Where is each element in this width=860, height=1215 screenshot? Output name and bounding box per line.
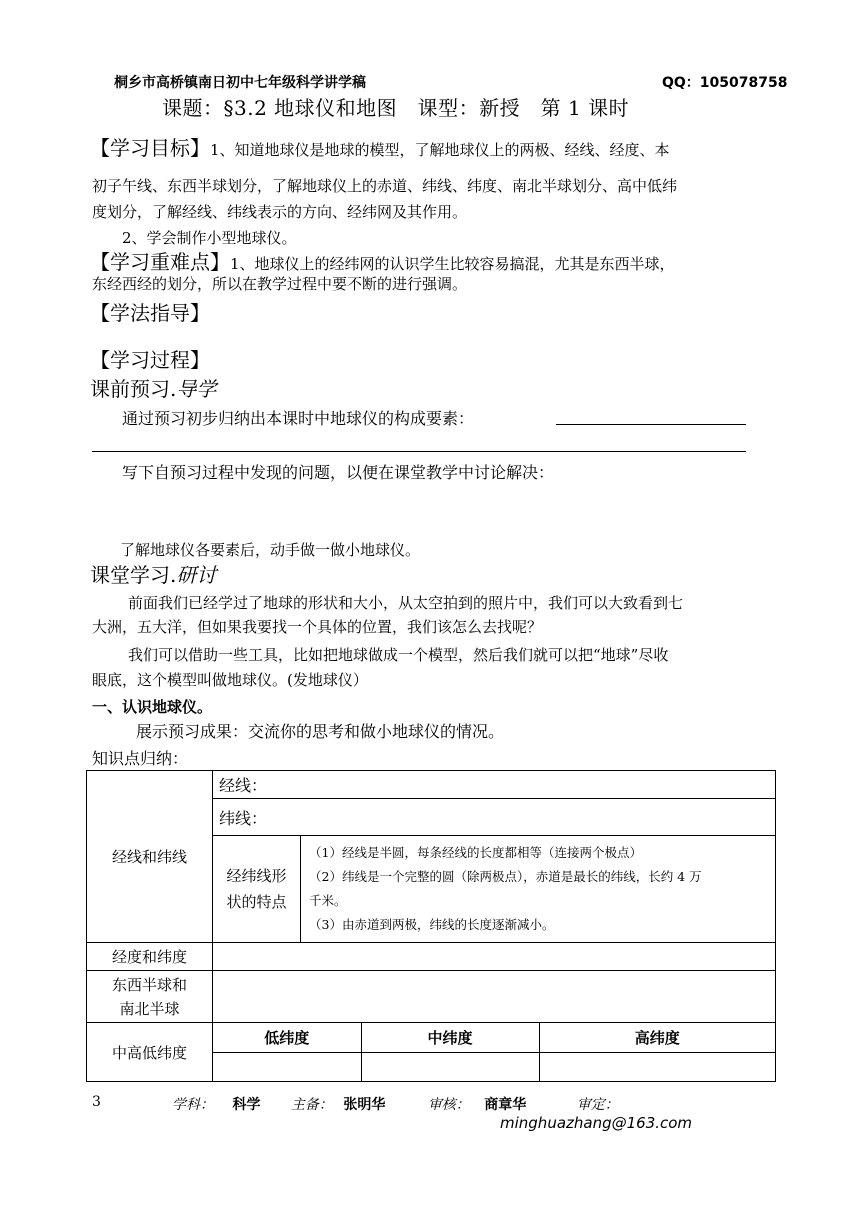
author-email[interactable]: minghuazhang@163.com: [500, 1114, 693, 1132]
cell-latitude-zones-label: 中高低纬度: [87, 1023, 213, 1082]
goals-item1-line-b: 初子午线、东西半球划分，了解地球仪上的赤道、纬线、纬度、南北半球划分、高中低纬: [92, 177, 678, 195]
shape-feature-2a: （2）纬线是一个完整的圆（除两极点），赤道是最长的纬线，长约 4 万: [309, 869, 702, 884]
cell-meridian[interactable]: 经线：: [213, 771, 776, 799]
cell-longitude-latitude-label: 经度和纬度: [87, 943, 213, 971]
cell-latitude-zones: [213, 1023, 776, 1082]
cell-hemispheres-label: 东西半球和 南北半球: [87, 971, 213, 1023]
preview-heading: [90, 373, 216, 402]
preview-line3: 了解地球仪各要素后，动手做一做小地球仪。: [120, 541, 421, 559]
cell-shape-label: 经纬线形 状的特点: [213, 836, 301, 943]
mid-latitude-cell[interactable]: [361, 1052, 539, 1081]
section-1-heading: 一、认识地球仪。: [92, 698, 213, 716]
goals-item2: 2、学会制作小型地球仪。: [122, 229, 297, 247]
shape-feature-1: （1）经线是半圆，每条经线的长度都相等（连接两个极点）: [309, 845, 642, 860]
show-results: 展示预习成果：交流你的思考和做小地球仪的情况。: [136, 722, 505, 741]
classroom-p1-a: 前面我们已经学过了地球的形状和大小，从太空拍到的照片中，我们可以大致看到七: [128, 594, 684, 612]
preview-blank-1[interactable]: [556, 424, 746, 425]
shape-feature-2b: 千米。: [309, 893, 347, 908]
preview-blank-2[interactable]: [92, 451, 746, 452]
cell-meridian-parallel-label: 经线和纬线: [87, 771, 213, 943]
knowledge-table: [86, 770, 776, 1082]
footer-line: [172, 1094, 619, 1114]
classroom-heading: [90, 559, 216, 588]
preview-heading-text: 课前预习.: [90, 377, 177, 401]
qq-number: QQ：105078758: [662, 75, 788, 91]
cell-parallel[interactable]: 纬线：: [213, 799, 776, 836]
subject: 科学: [232, 1097, 261, 1113]
preview-heading-italic: 导学: [176, 377, 217, 401]
difficulty-line-b: 东经西经的划分，所以在教学过程中要不断的进行强调。: [92, 275, 468, 293]
process-label: 【学习过程】: [90, 348, 210, 372]
page-number: 3: [92, 1094, 101, 1110]
author-label: 主备：: [290, 1097, 333, 1113]
high-latitude-header: 高纬度: [539, 1023, 775, 1052]
author: 张明华: [343, 1097, 386, 1113]
high-latitude-cell[interactable]: [539, 1052, 775, 1081]
classroom-p2-b: 眼底，这个模型叫做地球仪。(发地球仪）: [92, 671, 368, 689]
classroom-heading-text: 课堂学习.: [90, 563, 177, 587]
shape-feature-3: （3）由赤道到两极，纬线的长度逐渐减小。: [309, 917, 555, 932]
difficulty-label: 【学习重难点】: [90, 250, 230, 274]
mid-latitude-header: 中纬度: [361, 1023, 539, 1052]
learning-goals: [90, 132, 670, 164]
cell-hemispheres[interactable]: [213, 971, 776, 1023]
low-latitude-header: 低纬度: [213, 1023, 361, 1052]
difficulty-line-a: 1、地球仪上的经纬网的认识学生比较容易搞混，尤其是东西半球，: [230, 255, 675, 273]
page-title: 课题：§3.2 地球仪和地图 课型：新授 第 1 课时: [162, 96, 630, 120]
classroom-p1-b: 大洲，五大洋，但如果我要找一个具体的位置，我们该怎么去找呢？: [92, 618, 543, 636]
cell-shape-features: [301, 836, 776, 943]
cell-longitude-latitude[interactable]: [213, 943, 776, 971]
classroom-heading-italic: 研讨: [176, 563, 217, 587]
low-latitude-cell[interactable]: [213, 1052, 361, 1081]
approve-label: 审定：: [576, 1097, 619, 1113]
review-label: 审核：: [427, 1097, 470, 1113]
classroom-p2-a: 我们可以借助一些工具，比如把地球做成一个模型，然后我们就可以把“地球”尽收: [128, 646, 669, 664]
goals-item1-line-a: 1、知道地球仪是地球的模型，了解地球仪上的两极、经线、经度、本: [210, 141, 670, 159]
school-header: 桐乡市高桥镇南日初中七年级科学讲学稿: [114, 75, 366, 91]
subject-label: 学科：: [172, 1097, 214, 1113]
goals-label: 【学习目标】: [90, 136, 210, 160]
preview-line1: 通过预习初步归纳出本课时中地球仪的构成要素：: [122, 409, 475, 428]
preview-line2: 写下自预习过程中发现的问题，以便在课堂教学中讨论解决：: [122, 463, 555, 482]
summary-label: 知识点归纳：: [92, 749, 189, 768]
reviewer: 商章华: [484, 1097, 527, 1113]
method-label: 【学法指导】: [90, 301, 210, 325]
goals-item1-line-c: 度划分，了解经线、纬线表示的方向、经纬网及其作用。: [92, 203, 468, 221]
